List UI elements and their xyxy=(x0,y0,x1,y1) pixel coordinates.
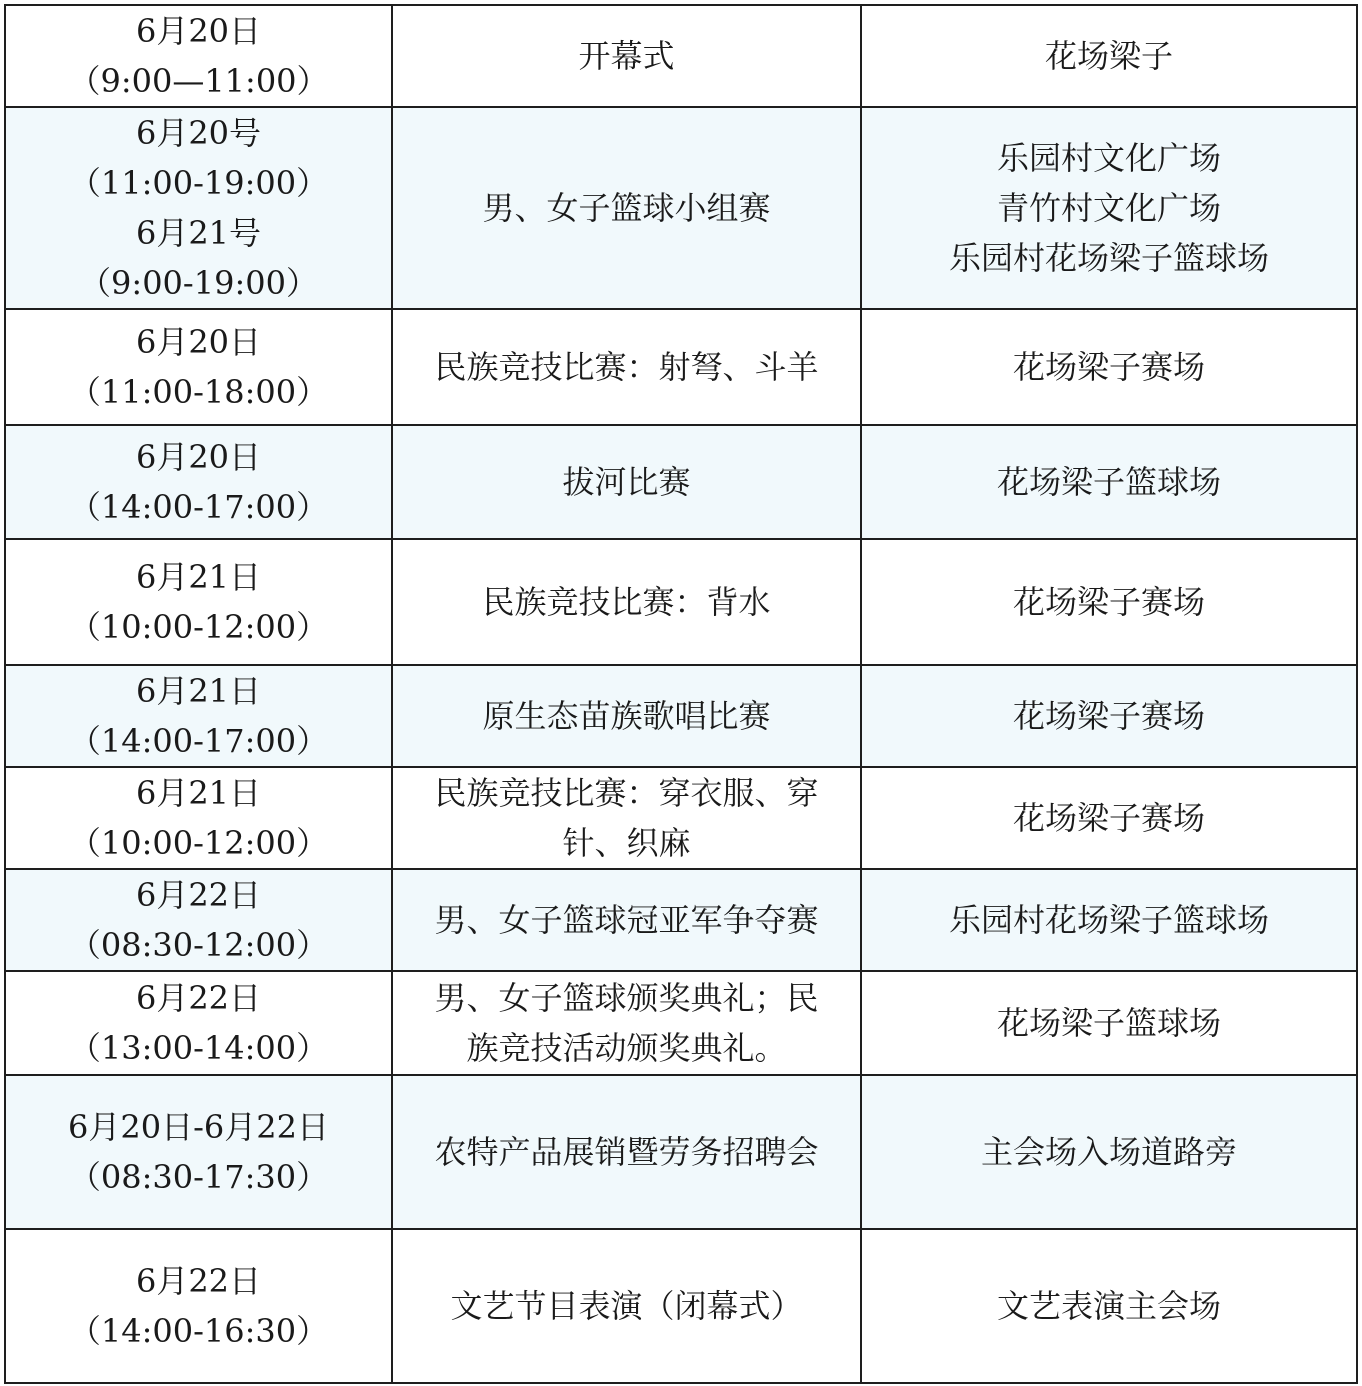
event-cell-line: 开幕式 xyxy=(578,37,675,75)
table-row xyxy=(5,425,1357,539)
time-cell xyxy=(5,767,392,869)
event-cell-line: 民族竞技比赛：背水 xyxy=(482,583,771,621)
time-cell-line: 6月22日 xyxy=(135,876,262,914)
time-cell-line: 6月21日 xyxy=(135,672,262,710)
event-cell xyxy=(392,869,861,971)
event-cell-line: 族竞技活动颁奖典礼。 xyxy=(466,1029,787,1067)
time-cell-line: （11:00-19:00） xyxy=(68,164,329,202)
event-cell-line: 男、女子篮球颁奖典礼；民 xyxy=(434,979,819,1017)
event-cell xyxy=(392,539,861,665)
table-row xyxy=(5,309,1357,425)
event-cell xyxy=(392,665,861,767)
venue-cell-line: 花场梁子赛场 xyxy=(1012,697,1205,735)
event-cell xyxy=(392,425,861,539)
venue-cell xyxy=(861,107,1357,309)
time-cell xyxy=(5,1229,392,1383)
venue-cell xyxy=(861,5,1357,107)
table-row xyxy=(5,1229,1357,1383)
table-row xyxy=(5,1075,1357,1229)
time-cell-line: （14:00-17:00） xyxy=(68,722,329,760)
venue-cell-line: 花场梁子篮球场 xyxy=(996,463,1221,501)
event-cell-line: 民族竞技比赛：射弩、斗羊 xyxy=(434,348,819,386)
venue-cell-line: 乐园村花场梁子篮球场 xyxy=(948,901,1269,939)
table-row xyxy=(5,539,1357,665)
time-cell-line: （10:00-12:00） xyxy=(68,608,329,646)
venue-cell-line: 乐园村花场梁子篮球场 xyxy=(948,239,1269,277)
time-cell-line: （13:00-14:00） xyxy=(68,1029,329,1067)
time-cell xyxy=(5,107,392,309)
event-cell-line: 男、女子篮球小组赛 xyxy=(482,189,771,227)
time-cell-line: 6月22日 xyxy=(135,1262,262,1300)
venue-cell-line: 花场梁子 xyxy=(1044,37,1173,75)
time-cell-line: 6月21号 xyxy=(135,214,262,252)
event-cell xyxy=(392,1075,861,1229)
venue-cell-line: 花场梁子赛场 xyxy=(1012,348,1205,386)
event-cell-line: 文艺节目表演（闭幕式） xyxy=(450,1287,803,1325)
table-row xyxy=(5,5,1357,107)
event-cell-line: 针、织麻 xyxy=(562,824,691,862)
venue-cell-line: 花场梁子赛场 xyxy=(1012,799,1205,837)
event-cell-line: 民族竞技比赛：穿衣服、穿 xyxy=(434,774,819,812)
time-cell xyxy=(5,539,392,665)
time-cell xyxy=(5,5,392,107)
event-cell xyxy=(392,5,861,107)
venue-cell-line: 花场梁子篮球场 xyxy=(996,1004,1221,1042)
table-row xyxy=(5,107,1357,309)
time-cell-line: （10:00-12:00） xyxy=(68,824,329,862)
time-cell-line: 6月20日 xyxy=(135,438,262,476)
time-cell-line: （14:00-16:30） xyxy=(68,1312,329,1350)
event-cell-line: 农特产品展销暨劳务招聘会 xyxy=(434,1133,819,1171)
table-row xyxy=(5,869,1357,971)
venue-cell-line: 花场梁子赛场 xyxy=(1012,583,1205,621)
venue-cell-line: 主会场入场道路旁 xyxy=(980,1133,1237,1171)
time-cell-line: 6月20日 xyxy=(135,323,262,361)
event-cell-line: 原生态苗族歌唱比赛 xyxy=(482,697,771,735)
venue-cell xyxy=(861,665,1357,767)
time-cell xyxy=(5,425,392,539)
event-cell-line: 拔河比赛 xyxy=(562,463,691,501)
venue-cell xyxy=(861,425,1357,539)
time-cell-line: 6月21日 xyxy=(135,558,262,596)
event-cell xyxy=(392,1229,861,1383)
time-cell xyxy=(5,971,392,1075)
event-cell xyxy=(392,107,861,309)
time-cell-line: 6月21日 xyxy=(135,774,262,812)
venue-cell xyxy=(861,971,1357,1075)
table-row xyxy=(5,665,1357,767)
time-cell-line: 6月22日 xyxy=(135,979,262,1017)
table-row xyxy=(5,971,1357,1075)
venue-cell xyxy=(861,869,1357,971)
time-cell xyxy=(5,309,392,425)
time-cell-line: （9:00-19:00） xyxy=(79,264,318,302)
time-cell-line: （08:30-17:30） xyxy=(68,1158,329,1196)
venue-cell xyxy=(861,767,1357,869)
event-cell xyxy=(392,767,861,869)
time-cell xyxy=(5,1075,392,1229)
venue-cell xyxy=(861,1075,1357,1229)
venue-cell xyxy=(861,1229,1357,1383)
time-cell-line: （11:00-18:00） xyxy=(68,373,329,411)
time-cell xyxy=(5,869,392,971)
time-cell xyxy=(5,665,392,767)
schedule-body xyxy=(5,5,1357,1383)
time-cell-line: （9:00—11:00） xyxy=(68,62,329,100)
table-row xyxy=(5,767,1357,869)
time-cell-line: 6月20日-6月22日 xyxy=(68,1108,329,1146)
time-cell-line: 6月20日 xyxy=(135,12,262,50)
venue-cell-line: 文艺表演主会场 xyxy=(996,1287,1221,1325)
event-cell xyxy=(392,971,861,1075)
time-cell-line: （08:30-12:00） xyxy=(68,926,329,964)
venue-cell xyxy=(861,309,1357,425)
event-cell-line: 男、女子篮球冠亚军争夺赛 xyxy=(434,901,819,939)
venue-cell-line: 乐园村文化广场 xyxy=(996,139,1221,177)
time-cell-line: 6月20号 xyxy=(135,114,262,152)
event-cell xyxy=(392,309,861,425)
schedule-table xyxy=(4,4,1358,1384)
venue-cell-line: 青竹村文化广场 xyxy=(996,189,1221,227)
venue-cell xyxy=(861,539,1357,665)
time-cell-line: （14:00-17:00） xyxy=(68,488,329,526)
